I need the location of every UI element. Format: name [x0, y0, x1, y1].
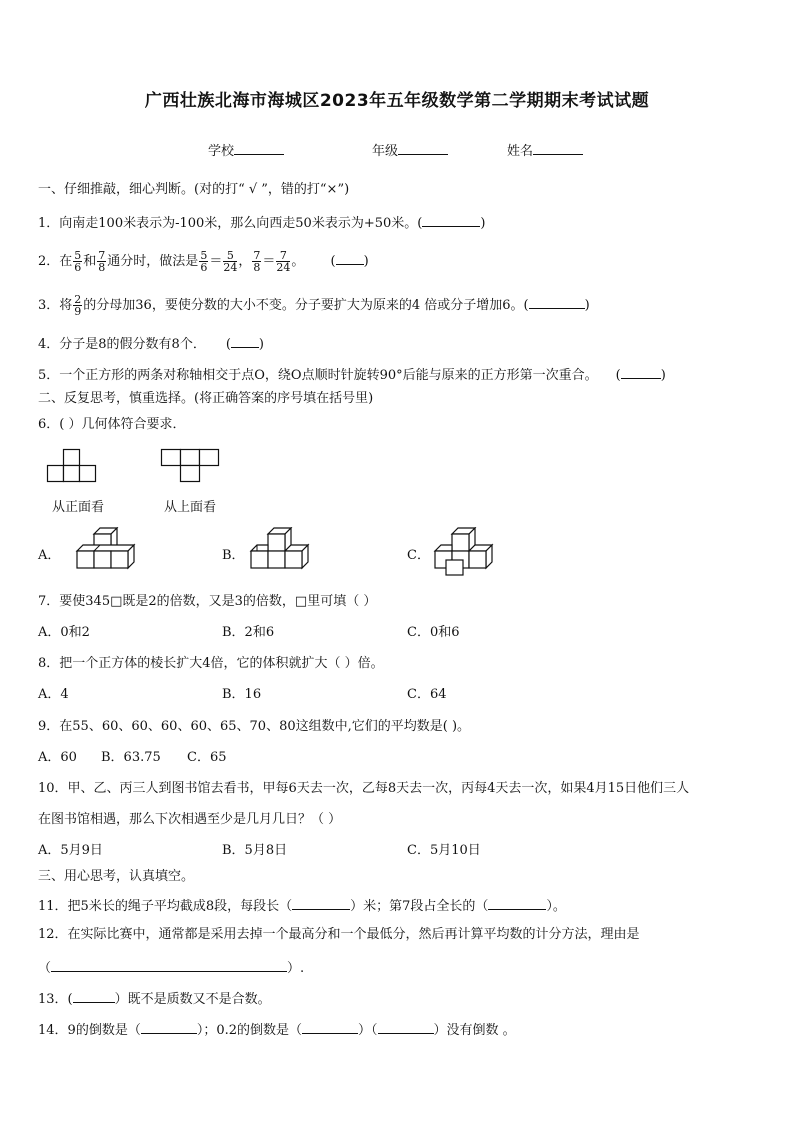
question-14-part-a: 14．9的倒数是（: [38, 1023, 141, 1038]
top-view-label: 从上面看: [164, 500, 217, 515]
question-10-line-2: 在图书馆相遇，那么下次相遇至少是几月几日？（ ）: [38, 812, 342, 827]
question-3-prefix: 3．将: [38, 298, 73, 313]
question-10-option-b[interactable]: B．5月8日: [222, 843, 288, 858]
question-11-part-c: ）。: [546, 899, 566, 914]
school-field[interactable]: [208, 141, 284, 160]
name-blank[interactable]: [533, 141, 583, 155]
question-4-close: ): [258, 337, 264, 352]
option-b-cube-figure[interactable]: [244, 527, 318, 581]
school-label: 学校: [208, 144, 235, 159]
grade-blank[interactable]: [398, 141, 448, 155]
equals-sign-2: ＝: [262, 254, 276, 269]
question-2-prefix: 2．在: [38, 254, 73, 269]
question-8-option-b[interactable]: B．16: [222, 687, 262, 702]
question-3-answer-blank[interactable]: [529, 295, 585, 309]
question-7-option-b[interactable]: B．2和6: [222, 625, 275, 640]
question-11-part-a: 11．把5米长的绳子平均截成8段，每段长（: [38, 899, 293, 914]
section-3-heading: 三、用心思考，认真填空。: [38, 869, 195, 884]
question-7-option-c[interactable]: C．0和6: [407, 625, 460, 640]
fraction-7-24: $\frac{7}{24}$: [276, 249, 291, 274]
question-12-close: ）.: [287, 961, 305, 976]
fraction-7-8: $\frac{7}{8}$: [98, 249, 106, 274]
name-label: 姓名: [507, 144, 534, 159]
question-10-option-c[interactable]: C．5月10日: [407, 843, 481, 858]
question-7: 7．要使345□既是2的倍数，又是3的倍数，□里可填（ ）: [38, 594, 377, 609]
question-4-text: 4．分子是8的假分数有8个．: [38, 337, 206, 352]
question-11: [38, 896, 566, 915]
question-4-open: (: [225, 337, 231, 352]
question-1-answer-blank[interactable]: [422, 213, 480, 227]
question-14-blank-1[interactable]: [141, 1020, 197, 1034]
question-5-close: ): [660, 368, 666, 383]
option-a-cube-figure[interactable]: [70, 527, 144, 581]
question-5: [38, 365, 666, 384]
question-14-part-c: ）（: [358, 1023, 378, 1038]
question-10-option-a[interactable]: A．5月9日: [38, 843, 103, 858]
question-1-text: 1．向南走100米表示为-100米，那么向西走50米表示为+50米。(: [38, 216, 423, 231]
question-13-part-a: 13．(: [38, 992, 73, 1007]
school-blank[interactable]: [234, 141, 284, 155]
question-12-open: （: [38, 961, 52, 976]
top-view-figure: [160, 446, 222, 492]
fraction-5-6: $\frac{5}{6}$: [74, 249, 82, 274]
question-14-part-d: ）没有倒数 。: [433, 1023, 516, 1038]
fraction-5-24: $\frac{5}{24}$: [223, 249, 238, 274]
question-13-part-b: ）既不是质数又不是合数。: [114, 992, 271, 1007]
question-5-open: (: [615, 368, 621, 383]
question-2-answer-blank[interactable]: [336, 251, 364, 265]
question-12-answer-blank[interactable]: [51, 958, 287, 972]
question-2-mid: 通分时，做法是: [107, 254, 199, 269]
question-13-answer-blank[interactable]: [73, 989, 115, 1003]
question-12-line-1: 12．在实际比赛中，通常都是采用去掉一个最高分和一个最低分，然后再计算平均数的计分方法，理由是: [38, 927, 640, 942]
comma: ，: [238, 254, 252, 269]
option-c-cube-figure[interactable]: [428, 527, 502, 581]
question-2-period: 。: [291, 254, 305, 269]
question-2-open: (: [330, 254, 336, 269]
front-view-label: 从正面看: [52, 500, 105, 515]
question-4-answer-blank[interactable]: [231, 334, 259, 348]
question-14-blank-3[interactable]: [378, 1020, 434, 1034]
question-8: 8．把一个正方体的棱长扩大4倍，它的体积就扩大（ ）倍。: [38, 656, 384, 671]
question-4: [38, 334, 264, 353]
fraction-7-8-b: $\frac{7}{8}$: [253, 249, 261, 274]
question-13: [38, 989, 271, 1008]
question-3: [38, 294, 590, 317]
front-view-figure: [46, 446, 98, 492]
fraction-2-9: $\frac{2}{9}$: [74, 293, 82, 318]
question-3-close: ): [584, 298, 590, 313]
question-1-close: ): [480, 216, 486, 231]
question-6-option-c[interactable]: C．: [407, 548, 430, 563]
question-11-blank-1[interactable]: [292, 896, 350, 910]
question-5-text: 5．一个正方形的两条对称轴相交于点O，绕O点顺时针旋转90°后能与原来的正方形第一次重合。: [38, 368, 598, 383]
grade-label: 年级: [372, 144, 399, 159]
question-3-text: 的分母加36，要使分数的大小不变。分子要扩大为原来的4 倍或分子增加6。(: [83, 298, 529, 313]
fraction-5-6-b: $\frac{5}{6}$: [200, 249, 208, 274]
question-11-blank-2[interactable]: [488, 896, 546, 910]
question-6-option-b[interactable]: B．: [222, 548, 245, 563]
question-14-blank-2[interactable]: [302, 1020, 358, 1034]
question-9-option-c[interactable]: C．65: [187, 750, 227, 765]
equals-sign: ＝: [209, 254, 223, 269]
question-2-and: 和: [83, 254, 97, 269]
question-9-option-a[interactable]: A．60: [38, 750, 77, 765]
question-10-line-1: 10．甲、乙、丙三人到图书馆去看书，甲每6天去一次，乙每8天去一次，丙每4天去一次，如果4月15日他们三人: [38, 781, 690, 796]
question-7-option-a[interactable]: A．0和2: [38, 625, 90, 640]
question-9: 9．在55、60、60、60、60、65、70、80这组数中,它们的平均数是( )。: [38, 719, 471, 734]
question-6-option-a[interactable]: A．: [38, 548, 61, 563]
question-14: [38, 1020, 516, 1039]
question-2: [38, 250, 369, 273]
question-2-close: ): [363, 254, 369, 269]
question-9-option-b[interactable]: B．63.75: [101, 750, 161, 765]
section-2-heading: 二、反复思考，慎重选择。(将正确答案的序号填在括号里): [38, 391, 374, 406]
question-8-option-a[interactable]: A．4: [38, 687, 69, 702]
question-11-part-b: ）米；第7段占全长的（: [350, 899, 489, 914]
page-title: 广西壮族北海市海城区2023年五年级数学第二学期期末考试试题: [144, 91, 650, 111]
question-12-line-2: [38, 958, 304, 977]
question-8-option-c[interactable]: C．64: [407, 687, 447, 702]
question-1: [38, 213, 485, 232]
question-14-part-b: ）；0.2的倒数是（: [196, 1023, 303, 1038]
name-field[interactable]: [507, 141, 583, 160]
section-1-heading: 一、仔细推敲，细心判断。(对的打“ √ ”，错的打“×”): [38, 182, 350, 197]
grade-field[interactable]: [372, 141, 448, 160]
question-5-answer-blank[interactable]: [621, 365, 661, 379]
question-6: 6．( ）几何体符合要求．: [38, 417, 186, 432]
